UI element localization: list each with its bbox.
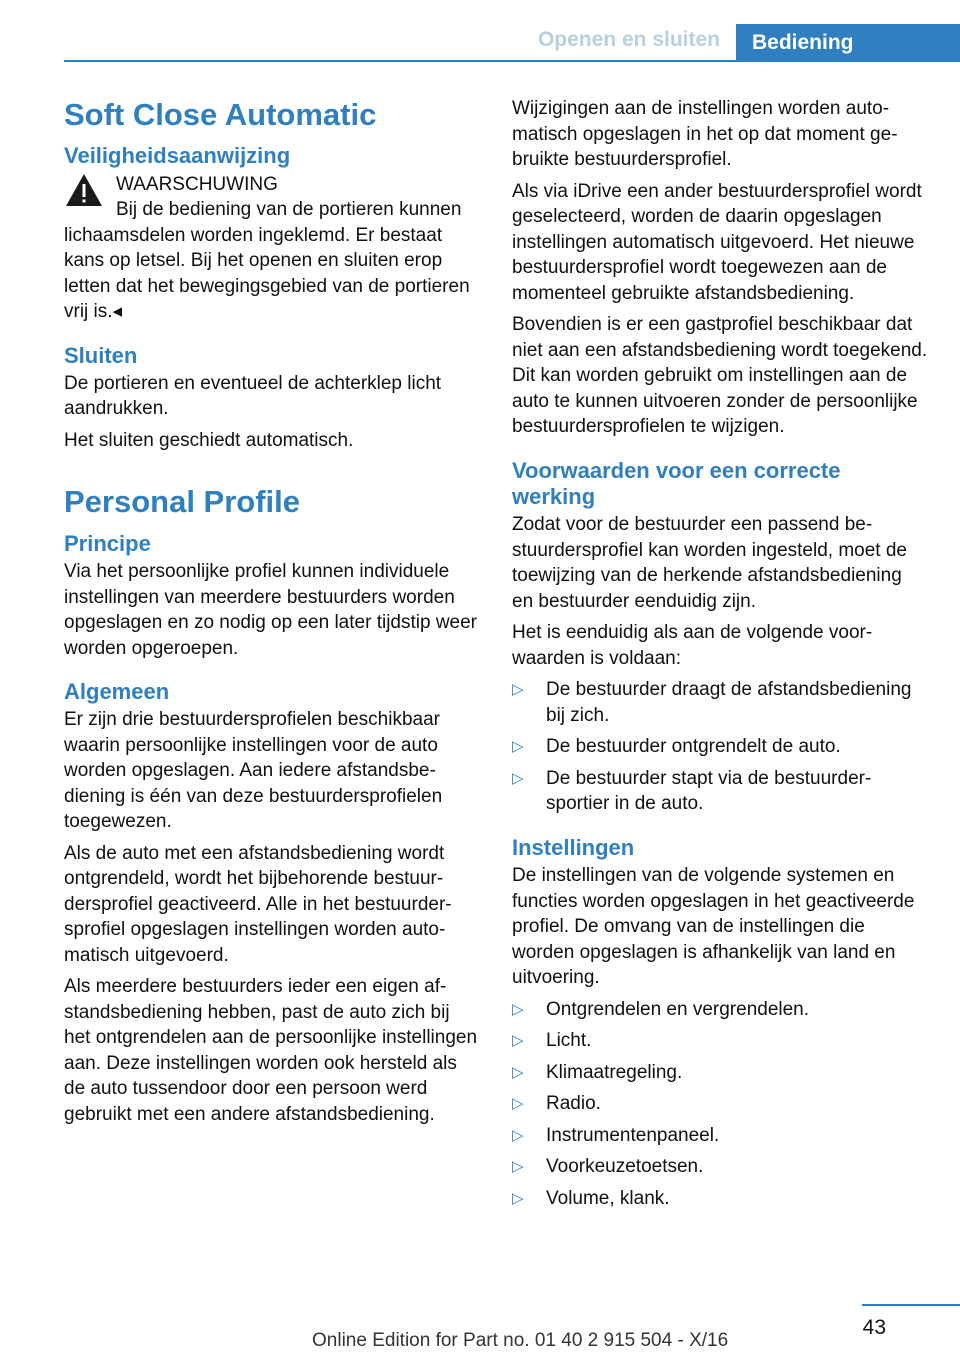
right-text-1: Wijzigingen aan de instellingen worden automatisch opgeslagen in het op dat moment gebruikte bestuurdersprofiel. [512,98,898,170]
list-item [512,1091,928,1117]
list-item-text: De bestuurder stapt via de bestuurdersportier in de auto. [546,767,872,815]
list-item [512,1186,928,1212]
triangle-bullet-icon: ▷ [512,769,524,787]
conditions-list [512,677,928,817]
footer-rule [862,1304,960,1306]
list-item [512,1154,928,1180]
settings-text: De instellingen van de volgende systemen en functies worden opgeslagen in het geactiveerde profiel. De omvang van de instellingen die worden opgeslagen is afhankelijk van land en uitvoering. [512,865,915,989]
right-text-3: Bovendien is er een gastprofiel beschikbaar dat niet aan een afstandsbediening wordt toegekend. Dit kan worden gebruikt om instellingen aan de auto te kunnen uitvoeren zonder de persoonlijke bestuurdersprofielen te wijzigen. [512,314,928,437]
triangle-bullet-icon: ▷ [512,1063,524,1081]
list-item [512,734,928,760]
closing-text-1: De portieren en eventueel de achterklep licht aandrukken. [64,372,442,420]
triangle-bullet-icon: ▷ [512,1158,524,1176]
triangle-bullet-icon: ▷ [512,1000,524,1018]
triangle-bullet-icon: ▷ [512,1095,524,1113]
triangle-bullet-icon: ▷ [512,681,524,699]
list-item-text: De bestuurder ontgrendelt de auto. [546,736,841,758]
triangle-bullet-icon: ▷ [512,1189,524,1207]
list-item [512,677,928,728]
warning-triangle-icon [64,172,104,208]
list-item-text: Voorkeuzetoetsen. [546,1156,704,1178]
heading-safety: Veiligheidsaanwijzing [64,143,291,169]
general-text-2: Als de auto met een afstandsbediening wordt ontgrendeld, wordt het bijbehorende bestuurdersprofiel geactiveerd. Alle in het bestuurdersprofiel opgeslagen instellingen worden automatisch uitgevoerd. [64,842,452,966]
warning-block [64,172,480,325]
triangle-bullet-icon: ▷ [512,1032,524,1050]
heading-personal-profile: Personal Profile [64,484,301,520]
list-item-text: Instrumentenpaneel. [546,1124,720,1146]
right-column [512,96,928,1229]
left-column [64,96,480,1145]
list-item [512,1123,928,1149]
closing-text-2: Het sluiten geschiedt automatisch. [64,429,354,451]
triangle-bullet-icon: ▷ [512,738,524,756]
warning-text: Bij de bediening van de portieren kunnen lichaamsdelen worden ingeklemd. Er bestaat kans op letsel. Bij het openen en sluiten erop letten dat het bewegingsgebied van de portieren vrij is.◂ [64,199,470,323]
warning-title: WAARSCHUWING [116,173,278,195]
heading-closing: Sluiten [64,342,138,368]
general-text-3: Als meerdere bestuurders ieder een eigen afstandsbediening hebben, past de auto zich bij het ontgrendelen aan de persoonlijke instellingen aan. Deze instellingen worden ook hersteld als de auto tussendoor door een persoon werd gebruikt met een andere afstandsbediening. [64,976,478,1125]
settings-list [512,997,928,1212]
list-item-text: Licht. [546,1030,592,1052]
principle-text: Via het persoonlijke profiel kunnen individuele instellingen van meerdere bestuurders worden opgeslagen en zo nodig op een later tijdstip weer worden opgeroepen. [64,561,478,659]
list-item-text: Radio. [546,1093,601,1115]
list-item [512,997,928,1023]
list-item-text: De bestuurder draagt de afstandsbediening bij zich. [546,679,912,726]
header-rule [64,60,960,62]
list-item [512,766,928,817]
list-item-text: Klimaatregeling. [546,1061,683,1083]
conditions-text-2: Het is eenduidig als aan de volgende voorwaarden is voldaan: [512,622,873,669]
edition-footer: Online Edition for Part no. 01 40 2 915 504 - X/16 [312,1330,729,1351]
heading-settings: Instellingen [512,834,635,860]
section-tab-openen[interactable]: Openen en sluiten [537,28,720,51]
triangle-bullet-icon: ▷ [512,1126,524,1144]
right-text-2: Als via iDrive een ander bestuurdersprofiel wordt geselecteerd, worden de daarin opgeslagen instellingen automatisch uitgevoerd. Het nieuwe bestuurdersprofiel wordt toegewezen aan de momenteel gebruikte afstandsbediening. [512,180,922,304]
page-header [0,0,960,62]
list-item-text: Ontgrendelen en vergrendelen. [546,998,810,1020]
list-item [512,1028,928,1054]
heading-soft-close: Soft Close Automatic [64,97,377,132]
page-number: 43 [862,1316,886,1339]
general-text-1: Er zijn drie bestuurdersprofielen beschikbaar waarin persoonlijke instellingen voor de auto worden opgeslagen. Aan iedere afstandsbediening is één van deze bestuurdersprofielen toegewezen. [64,709,443,833]
section-tab-bediening[interactable]: Bediening [736,24,960,62]
heading-principle: Principe [64,530,151,556]
heading-conditions: Voorwaarden voor een correcte werking [512,457,841,509]
heading-general: Algemeen [64,679,170,705]
list-item-text: Volume, klank. [546,1187,670,1209]
conditions-text-1: Zodat voor de bestuurder een passend bestuurdersprofiel kan worden ingesteld, moet de toewijzing van de herkende afstandsbediening en bestuurder eenduidig zijn. [512,514,908,612]
list-item [512,1060,928,1086]
